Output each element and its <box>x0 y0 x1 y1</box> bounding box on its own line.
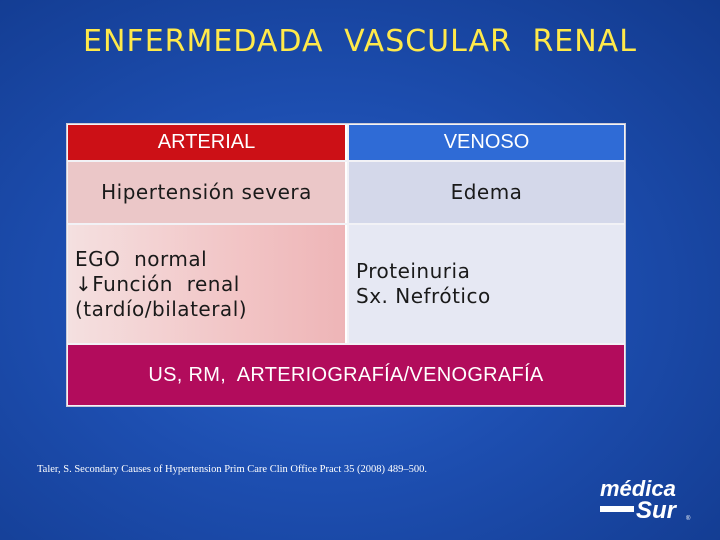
arterial-row2-cell <box>68 225 347 343</box>
arterial-hypertension-text: Hipertensión severa <box>101 180 312 204</box>
medica-sur-logo <box>596 476 696 526</box>
imaging-methods-text: US, RM, ARTERIOGRAFÍA/VENOGRAFÍA <box>148 363 544 386</box>
venoso-header: VENOSO <box>443 131 530 153</box>
venoso-proteinuria-text: Proteinuria <box>356 259 471 283</box>
logo-line1: médica <box>600 476 676 501</box>
venoso-row1-cell <box>349 162 624 223</box>
arterial-header: ARTERIAL <box>157 131 256 153</box>
arterial-renal-function-text: ↓Función renal <box>75 271 240 296</box>
arterial-row1-cell <box>68 162 347 223</box>
venoso-row2-cell <box>349 225 624 343</box>
logo-line2: Sur <box>636 497 677 524</box>
logo-registered-mark: ® <box>686 516 691 522</box>
reference-citation: Taler, S. Secondary Causes of Hypertension Prim Care Clin Office Pract 35 (2008) 489–500. <box>37 464 427 475</box>
imaging-row-cell <box>68 345 624 405</box>
arterial-ego-text: EGO normal <box>75 246 208 271</box>
arterial-late-bilateral-text: (tardío/bilateral) <box>75 296 248 321</box>
venoso-edema-text: Edema <box>450 180 523 204</box>
comparison-table <box>66 123 626 407</box>
arterial-header-cell <box>68 125 347 160</box>
venoso-header-cell <box>349 125 624 160</box>
venoso-nephrotic-text: Sx. Nefrótico <box>356 284 491 308</box>
slide-title: ENFERMEDADA VASCULAR RENAL <box>83 24 637 59</box>
